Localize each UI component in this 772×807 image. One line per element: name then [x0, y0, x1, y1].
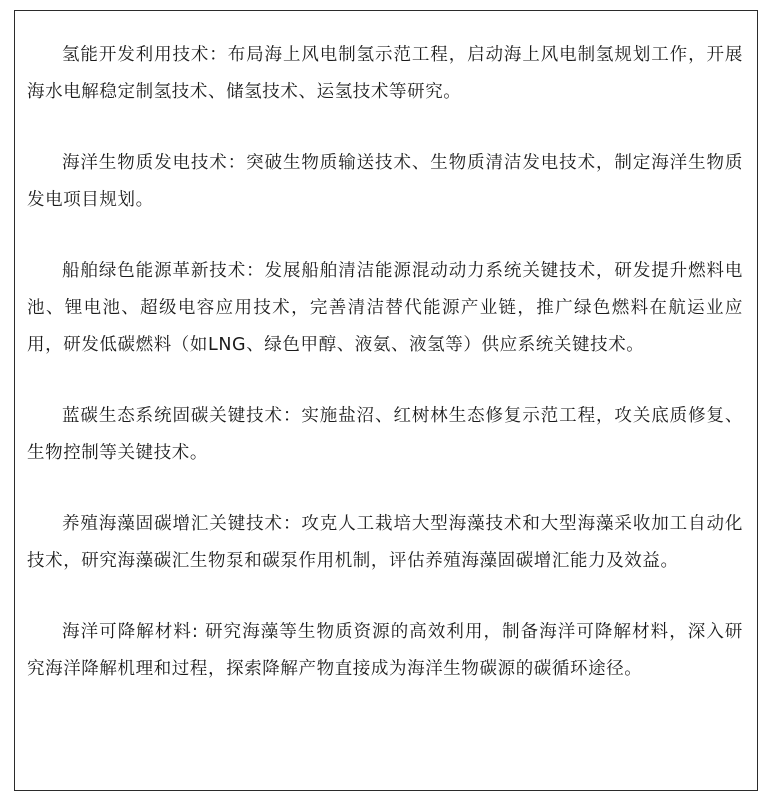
paragraph-marine-degradable-materials: 海洋可降解材料: 研究海藻等生物质资源的高效利用，制备海洋可降解材料，深入研究海洋降解机理和过程，探索降解产物直接成为海洋生物碳源的碳循环途径。 — [27, 622, 743, 679]
paragraph-ship-green-energy: 船舶绿色能源革新技术：发展船舶清洁能源混动动力系统关键技术，研发提升燃料电池、锂电池、超级电容应用技术，完善清洁替代能源产业链，推广绿色燃料在航运业应用，研发低碳燃料（如LNG、绿色甲醇、液氨、液氢等）供应系统关键技术。 — [27, 261, 743, 355]
paragraph-seaweed-carbon-sink: 养殖海藻固碳增汇关键技术：攻克人工栽培大型海藻技术和大型海藻采收加工自动化技术，研究海藻碳汇生物泵和碳泵作用机制，评估养殖海藻固碳增汇能力及效益。 — [27, 514, 743, 571]
paragraph-hydrogen-energy: 氢能开发利用技术：布局海上风电制氢示范工程，启动海上风电制氢规划工作，开展海水电解稳定制氢技术、储氢技术、运氢技术等研究。 — [27, 45, 743, 102]
document-frame — [14, 10, 758, 791]
paragraph-blue-carbon-ecosystem: 蓝碳生态系统固碳关键技术：实施盐沼、红树林生态修复示范工程，攻关底质修复、生物控制等关键技术。 — [27, 406, 743, 463]
paragraph-marine-biomass-power: 海洋生物质发电技术：突破生物质输送技术、生物质清洁发电技术，制定海洋生物质发电项目规划。 — [27, 153, 743, 210]
